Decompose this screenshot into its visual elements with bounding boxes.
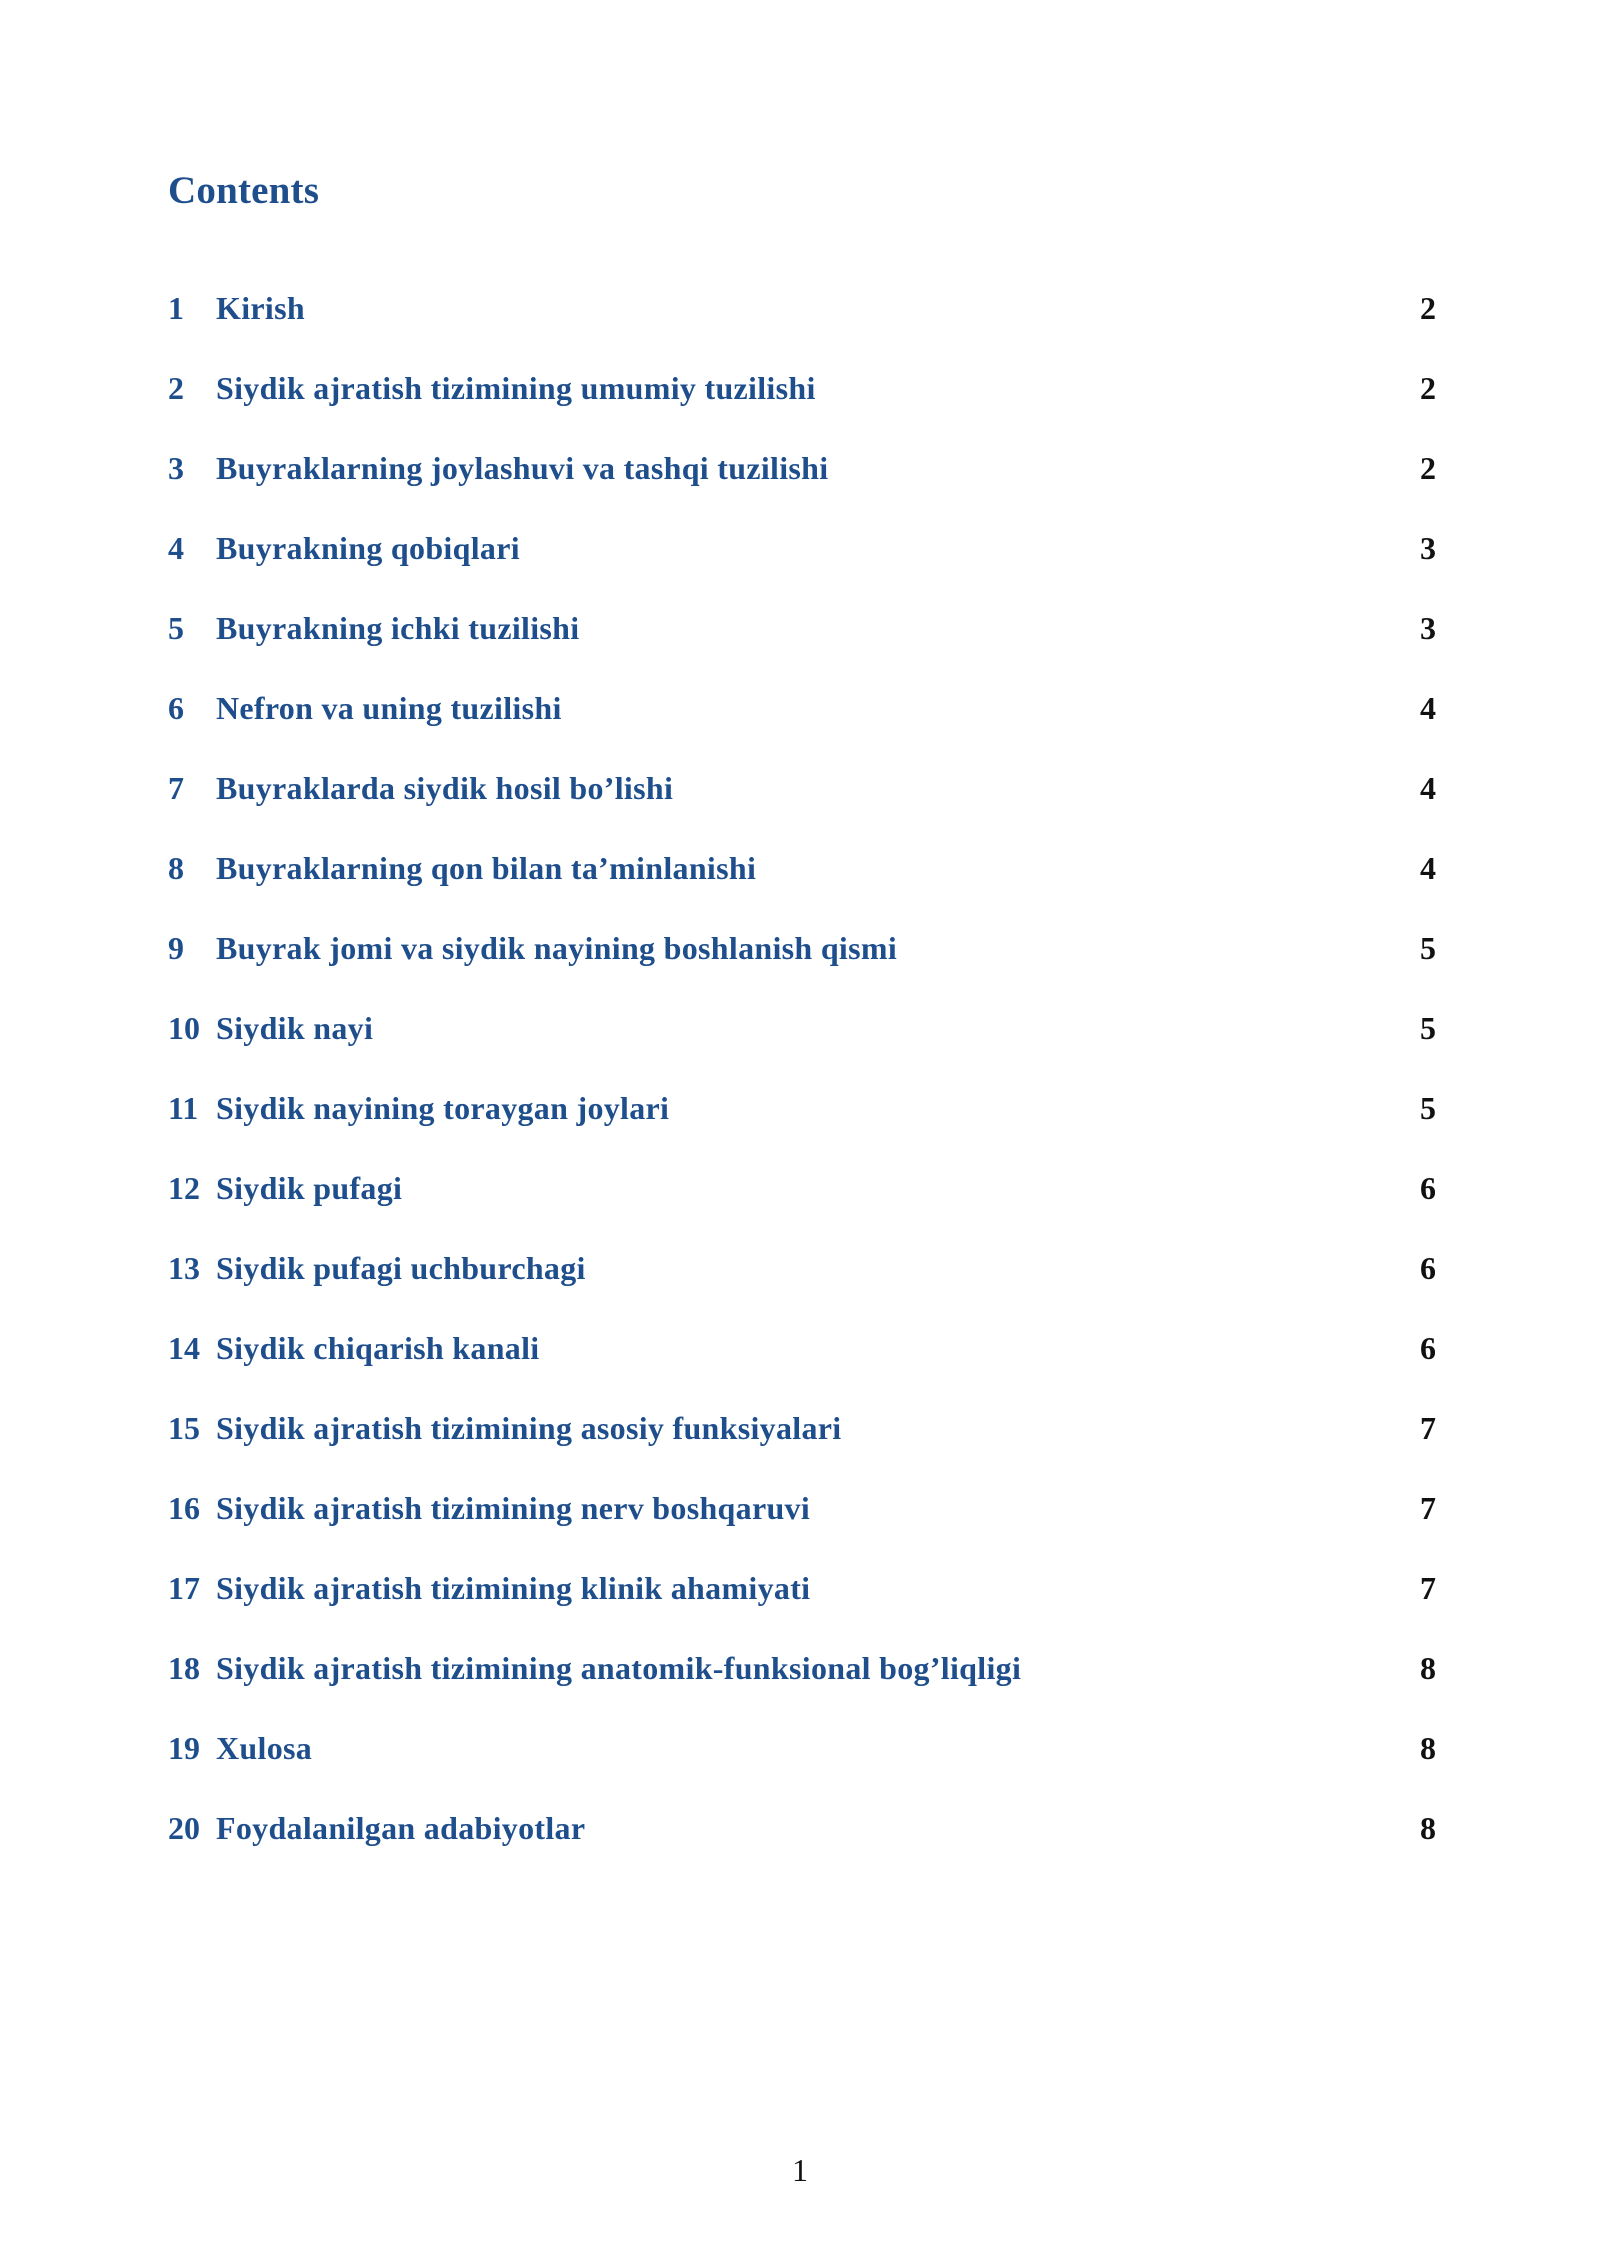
toc-list (168, 288, 1436, 1888)
toc-entry-number: 4 (168, 530, 184, 566)
toc-entry[interactable] (168, 768, 1436, 848)
toc-entry-number: 3 (168, 450, 184, 486)
toc-entry-page: 8 (1420, 1730, 1436, 1766)
toc-entry[interactable] (168, 1808, 1436, 1888)
toc-entry[interactable] (168, 1088, 1436, 1168)
toc-entry-title[interactable]: Buyrakning qobiqlari (216, 530, 520, 566)
toc-entry-number: 12 (168, 1170, 200, 1206)
toc-entry-page: 7 (1420, 1410, 1436, 1446)
toc-entry-number: 7 (168, 770, 184, 806)
toc-entry[interactable] (168, 1408, 1436, 1488)
toc-entry-title[interactable]: Siydik nayining toraygan joylari (216, 1090, 670, 1126)
toc-entry[interactable] (168, 688, 1436, 768)
toc-entry[interactable] (168, 1488, 1436, 1568)
toc-entry-page: 3 (1420, 530, 1436, 566)
toc-entry-number: 15 (168, 1410, 200, 1446)
toc-entry-title[interactable]: Siydik ajratish tizimining anatomik-funksional bog’liqligi (216, 1650, 1022, 1686)
toc-entry-number: 20 (168, 1810, 200, 1846)
toc-entry[interactable] (168, 1168, 1436, 1248)
toc-entry-title[interactable]: Buyrak jomi va siydik nayining boshlanish qismi (216, 930, 898, 966)
toc-entry-number: 18 (168, 1650, 200, 1686)
toc-entry[interactable] (168, 528, 1436, 608)
toc-entry-title[interactable]: Nefron va uning tuzilishi (216, 690, 562, 726)
toc-entry-page: 5 (1420, 930, 1436, 966)
toc-entry-page: 3 (1420, 610, 1436, 646)
toc-entry[interactable] (168, 928, 1436, 1008)
toc-entry-page: 6 (1420, 1250, 1436, 1286)
toc-entry-title[interactable]: Foydalanilgan adabiyotlar (216, 1810, 586, 1846)
toc-entry-number: 2 (168, 370, 184, 406)
toc-entry[interactable] (168, 1248, 1436, 1328)
toc-entry-number: 13 (168, 1250, 200, 1286)
toc-entry-title[interactable]: Siydik ajratish tizimining umumiy tuzilishi (216, 370, 816, 406)
toc-entry-page: 5 (1420, 1010, 1436, 1046)
toc-entry-page: 6 (1420, 1330, 1436, 1366)
toc-entry-title[interactable]: Kirish (216, 290, 305, 326)
toc-entry[interactable] (168, 608, 1436, 688)
toc-entry-page: 8 (1420, 1810, 1436, 1846)
toc-entry-title[interactable]: Siydik chiqarish kanali (216, 1330, 540, 1366)
toc-entry[interactable] (168, 1728, 1436, 1808)
toc-entry-page: 6 (1420, 1170, 1436, 1206)
toc-entry-page: 2 (1420, 290, 1436, 326)
toc-entry-page: 5 (1420, 1090, 1436, 1126)
toc-heading: Contents (168, 169, 320, 212)
toc-entry-number: 14 (168, 1330, 200, 1366)
toc-entry-page: 4 (1420, 690, 1436, 726)
toc-entry-title[interactable]: Xulosa (216, 1730, 313, 1766)
toc-entry-number: 16 (168, 1490, 200, 1526)
toc-entry-page: 2 (1420, 370, 1436, 406)
toc-entry-title[interactable]: Buyraklarning joylashuvi va tashqi tuzilishi (216, 450, 829, 486)
toc-entry-title[interactable]: Buyraklarda siydik hosil bo’lishi (216, 770, 674, 806)
toc-entry-page: 7 (1420, 1570, 1436, 1606)
toc-entry[interactable] (168, 448, 1436, 528)
toc-entry[interactable] (168, 368, 1436, 448)
toc-entry-number: 19 (168, 1730, 200, 1766)
toc-entry-number: 5 (168, 610, 184, 646)
toc-entry-page: 8 (1420, 1650, 1436, 1686)
toc-entry-number: 6 (168, 690, 184, 726)
toc-entry-title[interactable]: Siydik ajratish tizimining asosiy funksiyalari (216, 1410, 842, 1446)
toc-entry-title[interactable]: Siydik ajratish tizimining klinik ahamiyati (216, 1570, 811, 1606)
toc-entry-number: 8 (168, 850, 184, 886)
toc-entry-page: 4 (1420, 850, 1436, 886)
toc-entry[interactable] (168, 1648, 1436, 1728)
toc-entry-title[interactable]: Siydik pufagi uchburchagi (216, 1250, 586, 1286)
toc-entry[interactable] (168, 1328, 1436, 1408)
toc-entry-number: 11 (168, 1090, 199, 1126)
toc-entry-page: 7 (1420, 1490, 1436, 1526)
page-number: 1 (792, 2152, 808, 2188)
toc-entry-number: 9 (168, 930, 184, 966)
toc-entry[interactable] (168, 848, 1436, 928)
toc-entry-title[interactable]: Buyrakning ichki tuzilishi (216, 610, 580, 646)
toc-entry-number: 1 (168, 290, 184, 326)
toc-entry-number: 10 (168, 1010, 200, 1046)
toc-entry-title[interactable]: Siydik pufagi (216, 1170, 403, 1206)
toc-entry-title[interactable]: Siydik nayi (216, 1010, 374, 1046)
toc-entry-page: 4 (1420, 770, 1436, 806)
toc-entry-page: 2 (1420, 450, 1436, 486)
toc-entry[interactable] (168, 1008, 1436, 1088)
toc-entry[interactable] (168, 1568, 1436, 1648)
toc-entry-title[interactable]: Buyraklarning qon bilan ta’minlanishi (216, 850, 757, 886)
toc-entry-title[interactable]: Siydik ajratish tizimining nerv boshqaruvi (216, 1490, 811, 1526)
toc-entry-number: 17 (168, 1570, 200, 1606)
toc-entry[interactable] (168, 288, 1436, 368)
